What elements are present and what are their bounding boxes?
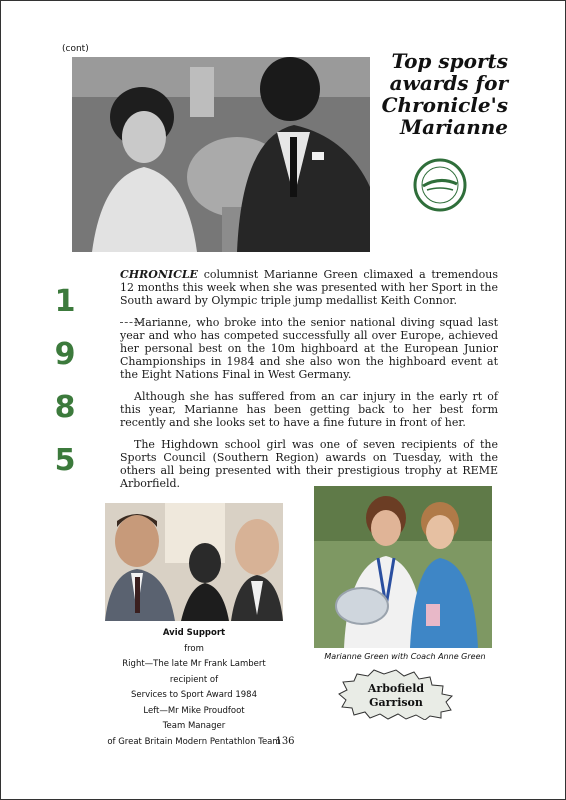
headline-line-1: Top sports: [391, 49, 508, 73]
caption-left-line: recipient of: [169, 674, 219, 685]
caption-left-line: from: [184, 643, 204, 654]
headline: [376, 50, 508, 138]
photo-marianne-and-coach-illustration: [314, 486, 492, 648]
continued-label: (cont): [62, 44, 89, 54]
caption-left-line: Left—Mr Mike Proudfoot: [143, 705, 245, 716]
year-vertical: [52, 282, 78, 494]
caption-left-line: of Great Britain Modern Pentathlon Team: [107, 736, 281, 747]
headline-line-3: Chronicle's: [381, 93, 508, 117]
year-digit: 8: [54, 390, 76, 425]
photo-marianne-and-coach: [314, 486, 492, 648]
divider-dash: [120, 322, 142, 323]
arborfield-garrison-badge: [338, 682, 454, 710]
article-paragraph-1-text: columnist Marianne Green climaxed a tremendous 12 months this week when she was presented with her Sport in the South award by Olympic triple jump medallist Keith Connor.: [120, 268, 498, 307]
badge-line-2: Garrison: [369, 696, 423, 709]
caption-left-title: Avid Support: [162, 628, 226, 638]
headline-line-4: Marianne: [400, 115, 508, 139]
year-digit: 1: [54, 284, 76, 319]
caption-left-line: Team Manager: [162, 721, 226, 731]
caption-left-line: Services to Sport Award 1984: [130, 690, 257, 700]
headline-line-2: awards for: [389, 71, 508, 95]
year-digit: 9: [54, 337, 76, 372]
award-photo-illustration: [72, 57, 370, 252]
award-photo-newspaper: [72, 57, 370, 252]
article-paragraph: [120, 268, 498, 307]
caption-left: [80, 626, 308, 750]
photo-two-men-illustration: [105, 503, 283, 621]
article-paragraph: Marianne, who broke into the senior national diving squad last year and who has competed successfully all over Europe, achieved her personal best on the 10m highboard at the European Junior Championships in 1984 and she also won the highboard event at the Eight Nations Final in West Germany.: [120, 316, 498, 381]
article-paragraph: Although she has suffered from an car injury in the early rt of this year, Marianne has been getting back to her best form recently and she looks set to have a fine future in front of her.: [120, 390, 498, 429]
diving-club-logo-icon: [413, 158, 467, 212]
article-lead-word: CHRONICLE: [120, 268, 198, 281]
caption-right: Marianne Green with Coach Anne Green: [324, 652, 486, 661]
year-digit: 5: [54, 443, 76, 478]
photo-two-men: [105, 503, 283, 621]
badge-line-1: Arbofield: [367, 682, 425, 695]
caption-left-line: Right—The late Mr Frank Lambert: [122, 659, 266, 669]
page-number: 136: [275, 736, 295, 747]
article-paragraph: The Highdown school girl was one of seven recipients of the Sports Council (Southern Region) awards on Tuesday, with the others all being presented with their prestigious trophy at REME Arborfield.: [120, 438, 498, 490]
newspaper-article: [120, 268, 498, 499]
